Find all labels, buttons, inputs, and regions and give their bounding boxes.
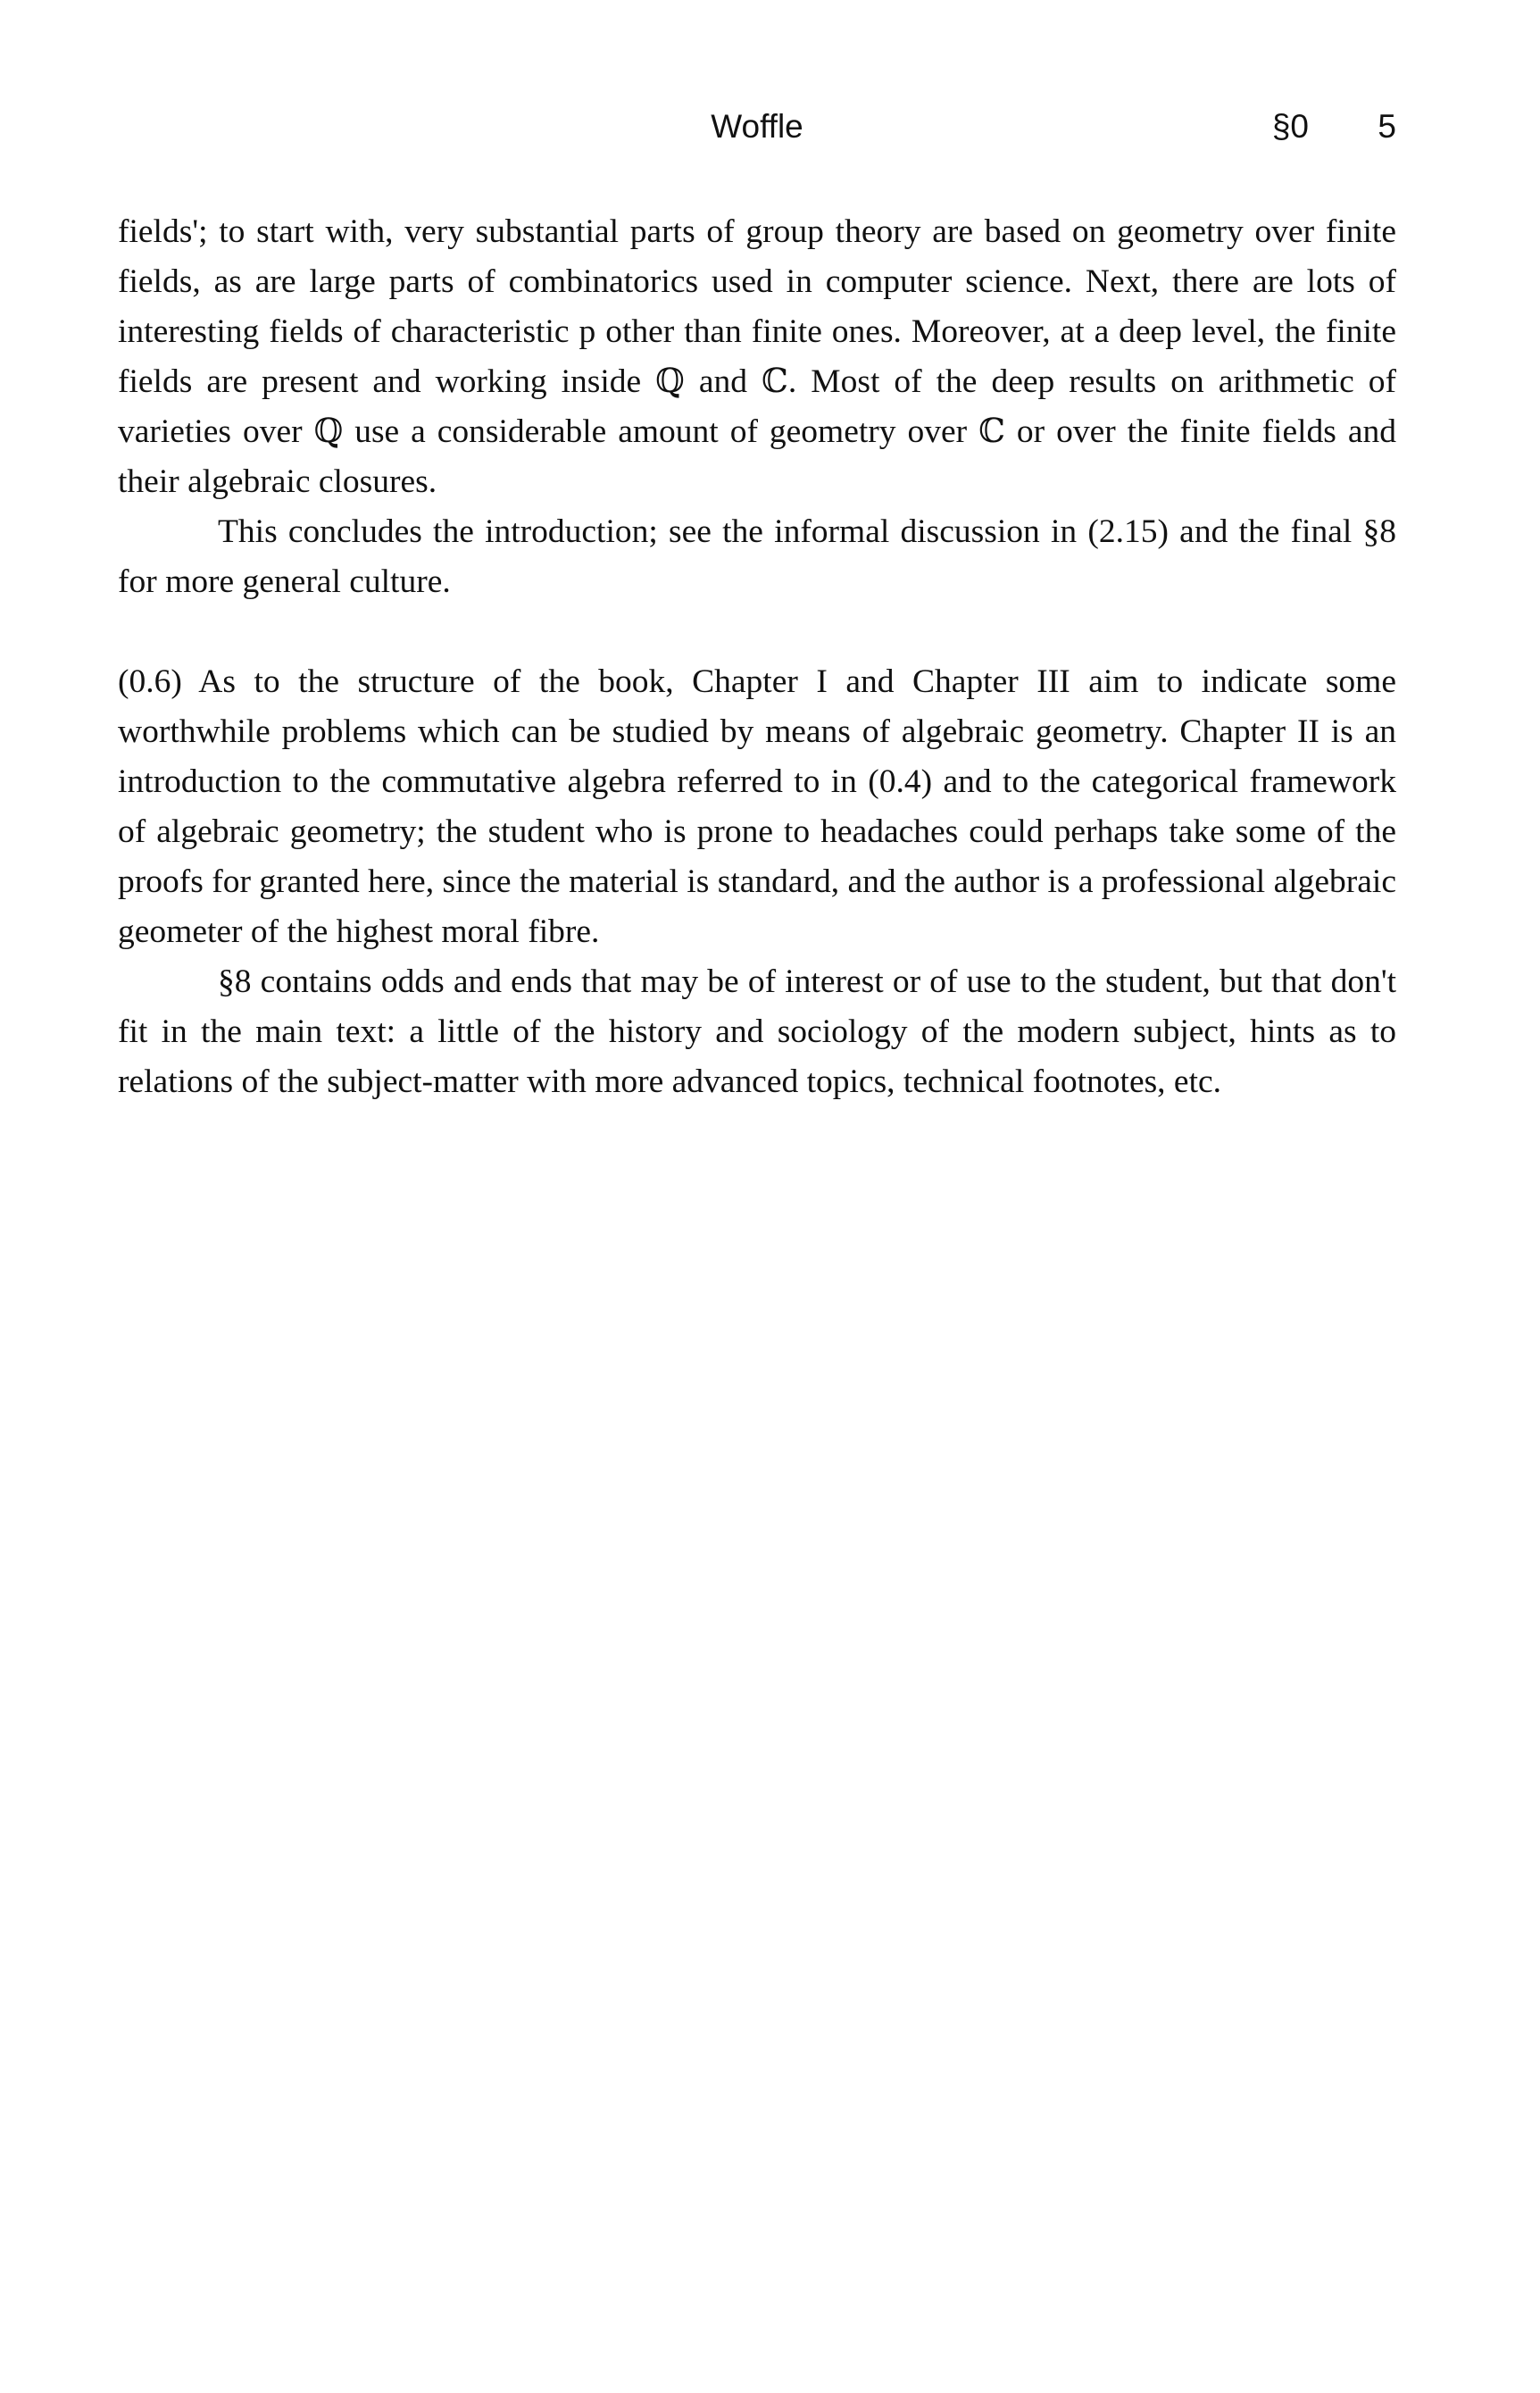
paragraph-conclusion: This concludes the introduction; see the informal discussion in (2.15) and the final §8 for more general culture.	[118, 513, 1396, 600]
paragraph-gap	[118, 607, 1396, 657]
running-head	[118, 100, 1396, 154]
section-marker: §0	[1271, 108, 1309, 145]
paragraph-fields: fields'; to start with, very substantial parts of group theory are based on geometry over finite fields, as are large parts of combinatorics used in computer science. Next, there are lots of interesting fields of characteristic p other than finite ones. Moreover, at a deep level, the finite fields are present and working inside ℚ and ℂ. Most of the deep results on arithmetic of varieties over ℚ use a considerable amount of geometry over ℂ or over the finite fields and their algebraic closures.	[118, 213, 1396, 500]
paragraph-section-8: §8 contains odds and ends that may be of interest or of use to the student, but that don't fit in the main text: a little of the history and sociology of the modern subject, hints as to relations of the subject-matter with more advanced topics, technical footnotes, etc.	[118, 963, 1396, 1100]
paragraph-structure: (0.6) As to the structure of the book, Chapter I and Chapter III aim to indicate some worthwhile problems which can be studied by means of algebraic geometry. Chapter II is an introduction to the commutative algebra referred to in (0.4) and to the categorical framework of algebraic geometry; the student who is prone to headaches could perhaps take some of the proofs for granted here, since the material is standard, and the author is a professional algebraic geometer of the highest moral fibre.	[118, 663, 1396, 950]
page-number: 5	[1378, 108, 1396, 145]
body-text	[118, 207, 1396, 1107]
book-page	[118, 100, 1396, 1107]
chapter-title: Woffle	[711, 108, 803, 145]
